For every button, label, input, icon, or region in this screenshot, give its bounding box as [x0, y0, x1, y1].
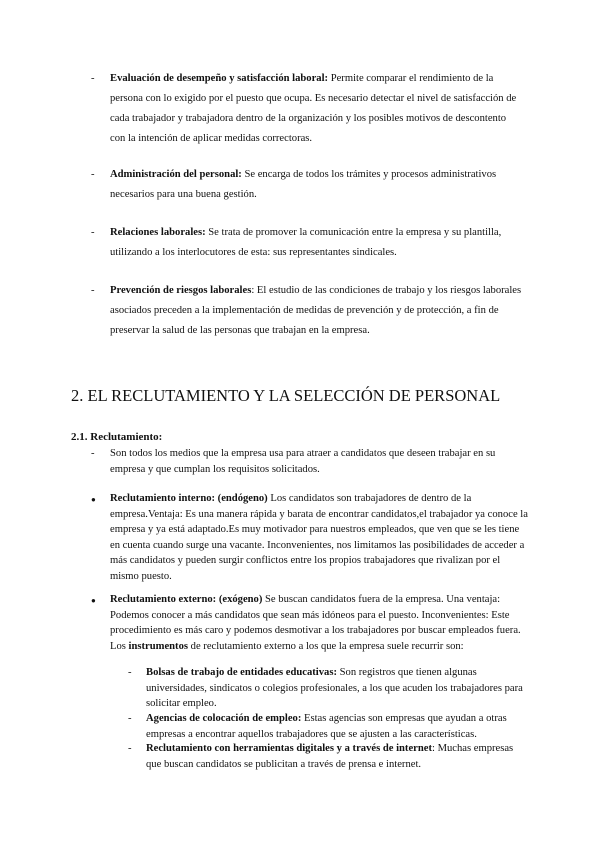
- dash-marker: -: [91, 448, 95, 459]
- dash-marker: -: [128, 667, 132, 678]
- bullet-title: Reclutamiento interno: (endógeno): [110, 493, 268, 504]
- sub-text: Son registros que tienen algunas universidades, sindicatos o colegios profesionales, a los que acuden los trabajadores para solicitar empleo.: [146, 667, 523, 709]
- list-item-administracion: [91, 165, 520, 205]
- bold-word: instrumentos: [128, 640, 188, 652]
- item-title: Evaluación de desempeño y satisfacción laboral:: [110, 73, 329, 84]
- sub-text: : Muchas empresas que buscan candidatos se publicitan a través de prensa e internet.: [146, 743, 514, 770]
- sub-title: Agencias de colocación de empleo:: [146, 713, 302, 724]
- sublist-item-bolsas: [128, 665, 530, 712]
- bullet-reclutamiento-interno: [91, 491, 530, 584]
- item-text: Permite comparar el rendimiento de la persona con lo exigido por el puesto que ocupa. Es necesario detectar el nivel de satisfacción de cada trabajador y trabajadora dentro de la organización y los posibles motivos de descontento con la intención de aplicar medidas correctoras.: [110, 73, 517, 144]
- dash-marker: -: [128, 713, 132, 724]
- intro-text: Son todos los medios que la empresa usa para atraer a candidatos que deseen trabajar en su empresa y que cumplan los requisitos solicitados.: [110, 448, 496, 475]
- intro-item: [91, 446, 530, 477]
- bullet-reclutamiento-externo: [91, 592, 530, 654]
- sublist-item-agencias: [128, 711, 530, 742]
- dash-marker: -: [91, 227, 95, 238]
- item-title: Prevención de riesgos laborales: [110, 285, 252, 296]
- item-text: : El estudio de las condiciones de trabajo y los riesgos laborales asociados preceden a la implementación de medidas de prevención y de protección, a fin de preservar la salud de las personas que trabajan en la empresa.: [110, 285, 522, 336]
- bullet-marker: ●: [91, 495, 96, 504]
- list-item-relaciones: [91, 223, 525, 263]
- bullet-text: Los candidatos son trabajadores de dentro de la empresa.Ventaja: Es una manera rápida y barata de encontrar candidatos,el trabajador ya conoce la empresa y ya está adaptado.Es muy motivador para nuestros empleados, que ven que se les tiene en cuenta cuando surge una vacante. Inconvenientes, nos limitamos las posibilidades de acceder a más candidatos y pueden surgir conflictos entre los propios trabajadores que rivalizan por el mismo puesto.: [110, 493, 528, 582]
- bullet-text-cont: de reclutamiento externo a los que la empresa suele recurrir son:: [188, 640, 464, 652]
- item-text: Se trata de promover la comunicación entre la empresa y su plantilla, utilizando a los interlocutores de esta: sus representantes sindicales.: [110, 227, 502, 258]
- sub-text: Estas agencias son empresas que ayudan a otras empresas a encontrar aquellos trabajadores que se ajusten a las características.: [146, 713, 507, 740]
- list-item-prevencion: [91, 281, 525, 341]
- dash-marker: -: [91, 285, 95, 296]
- bullet-text: Se buscan candidatos fuera de la empresa. Una ventaja: Podemos conocer a más candidatos que sean más idóneos para el puesto. Inconvenientes: Este procedimiento es más caro y podemos desmotivar a los trabajadores por buscar empleados fuera. Los: [110, 594, 521, 652]
- section-title: 2. EL RECLUTAMIENTO Y LA SELECCIÓN DE PERSONAL: [71, 386, 501, 405]
- dash-marker: -: [128, 743, 132, 754]
- item-title: Administración del personal:: [110, 169, 242, 180]
- item-title: Relaciones laborales:: [110, 227, 206, 238]
- sub-title: Bolsas de trabajo de entidades educativas:: [146, 667, 337, 678]
- dash-marker: -: [91, 73, 95, 84]
- dash-marker: -: [91, 169, 95, 180]
- bullet-marker: ●: [91, 596, 96, 605]
- subsection-title: 2.1. Reclutamiento:: [71, 431, 163, 443]
- list-item-evaluacion: [91, 69, 520, 149]
- sub-title: Reclutamiento con herramientas digitales y a través de internet: [146, 743, 432, 754]
- sublist-item-herramientas: [128, 741, 530, 772]
- item-text: Se encarga de todos los trámites y procesos administrativos necesarios para una buena gestión.: [110, 169, 497, 200]
- bullet-title: Reclutamiento externo: (exógeno): [110, 594, 263, 605]
